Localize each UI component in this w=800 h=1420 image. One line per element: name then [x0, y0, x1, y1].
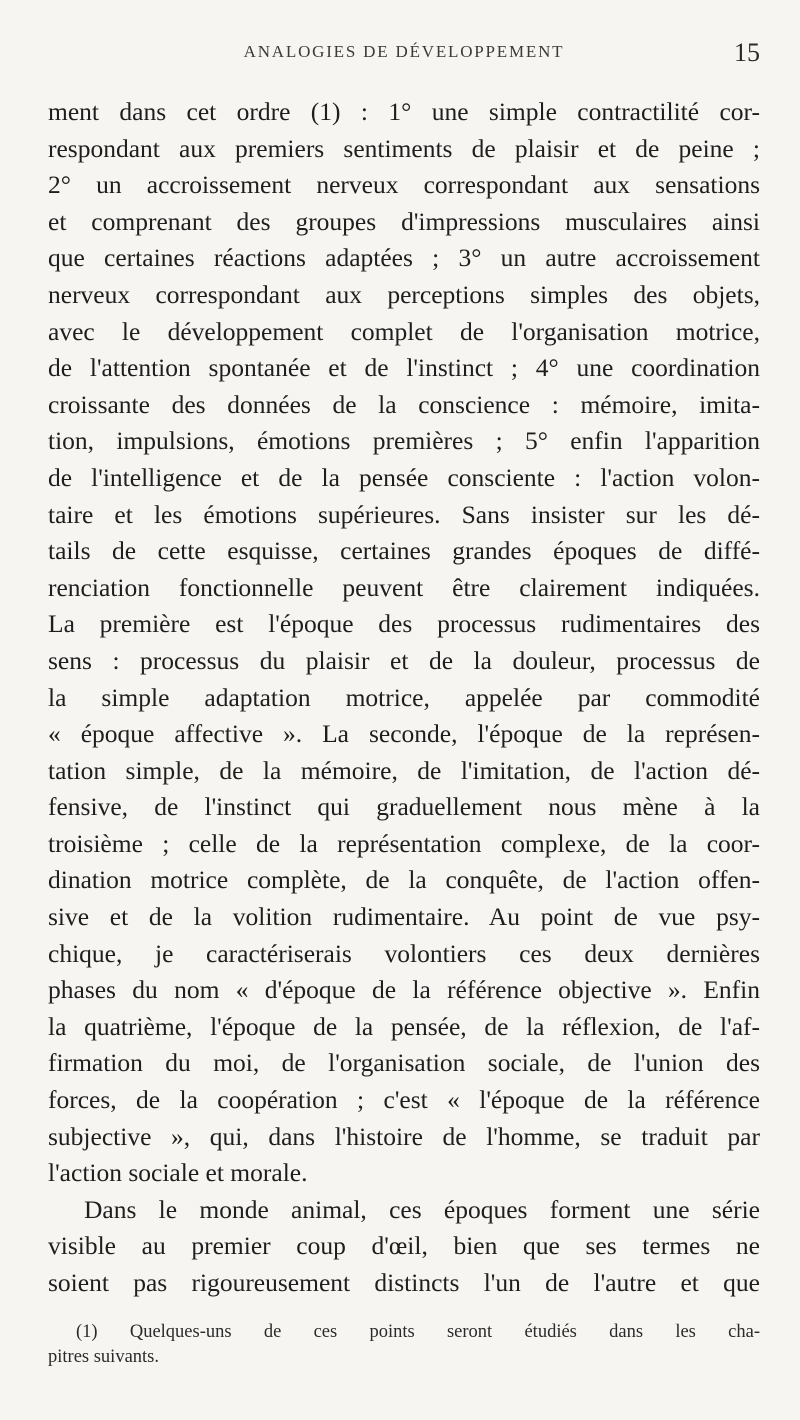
footnote-line: pitres suivants.: [48, 1347, 159, 1367]
text-line: forces, de la coopération ; c'est « l'époque de la référence: [48, 1085, 760, 1115]
text-line: respondant aux premiers sentiments de plaisir et de peine ;: [48, 133, 760, 163]
text-line: et comprenant des groupes d'impressions musculaires ainsi: [48, 206, 760, 236]
text-line: la quatrième, l'époque de la pensée, de la réflexion, de l'af-: [48, 1011, 760, 1041]
text-line: firmation du moi, de l'organisation sociale, de l'union des: [48, 1048, 760, 1078]
body-text: [48, 94, 760, 1302]
text-line: avec le développement complet de l'organisation motrice,: [48, 316, 760, 346]
text-line: tails de cette esquisse, certaines grandes époques de diffé-: [48, 536, 760, 566]
text-line: sens : processus du plaisir et de la douleur, processus de: [48, 645, 760, 675]
text-line: visible au premier coup d'œil, bien que ses termes ne: [48, 1231, 760, 1261]
text-line: Dans le monde animal, ces époques forment une série: [84, 1194, 760, 1224]
text-line: nerveux correspondant aux perceptions simples des objets,: [48, 279, 760, 309]
text-line: fensive, de l'instinct qui graduellement nous mène à la: [48, 792, 760, 822]
text-line: soient pas rigoureusement distincts l'un de l'autre et que: [48, 1268, 760, 1297]
text-line: que certaines réactions adaptées ; 3° un autre accroissement: [48, 243, 760, 273]
text-line: tation simple, de la mémoire, de l'imitation, de l'action dé-: [48, 755, 760, 785]
text-line: La première est l'époque des processus rudimentaires des: [48, 609, 760, 639]
text-line: chique, je caractériserais volontiers ces deux dernières: [48, 938, 760, 968]
text-line: 2° un accroissement nerveux correspondant aux sensations: [48, 170, 760, 200]
text-line: de l'intelligence et de la pensée consciente : l'action volon-: [48, 462, 760, 492]
text-line: dination motrice complète, de la conquête, de l'action offen-: [48, 865, 760, 895]
text-line: de l'attention spontanée et de l'instinct ; 4° une coordination: [48, 353, 760, 383]
page-number: 15: [734, 38, 760, 67]
text-line: phases du nom « d'époque de la référence objective ». Enfin: [48, 975, 760, 1005]
text-line: renciation fonctionnelle peuvent être clairement indiquées.: [48, 572, 760, 602]
text-line: troisième ; celle de la représentation complexe, de la coor-: [48, 828, 760, 858]
text-line: « époque affective ». La seconde, l'époque de la représen-: [48, 719, 760, 749]
text-line: tion, impulsions, émotions premières ; 5° enfin l'apparition: [48, 426, 760, 456]
text-line: sive et de la volition rudimentaire. Au point de vue psy-: [48, 902, 760, 932]
text-line: croissante des données de la conscience : mémoire, imita-: [48, 389, 760, 419]
text-line: l'action sociale et morale.: [48, 1158, 308, 1188]
running-title: ANALOGIES DE DÉVELOPPEMENT: [243, 42, 565, 61]
text-line: subjective », qui, dans l'histoire de l'homme, se traduit par: [48, 1121, 760, 1151]
footnote: [48, 1320, 760, 1370]
footnote-line: (1) Quelques-uns de ces points seront étudiés dans les cha-: [76, 1322, 760, 1342]
text-line: la simple adaptation motrice, appelée par commodité: [48, 682, 760, 712]
page-header: [48, 38, 760, 72]
text-line: ment dans cet ordre (1) : 1° une simple contractilité cor-: [48, 97, 760, 126]
text-line: taire et les émotions supérieures. Sans insister sur les dé-: [48, 499, 760, 529]
